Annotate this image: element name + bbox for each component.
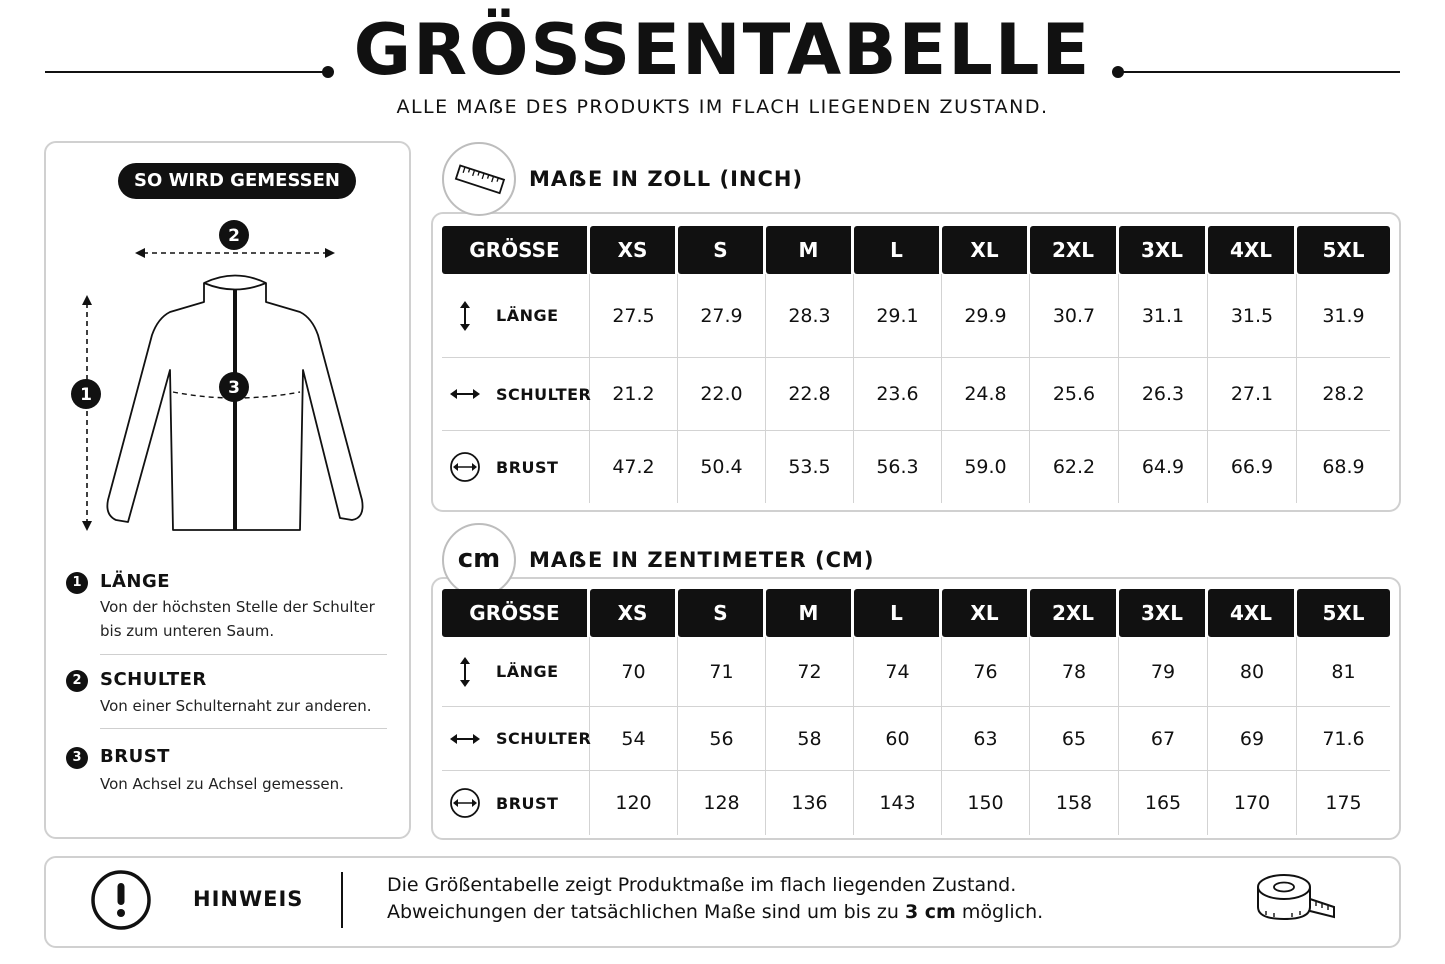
marker-1-label: 1 bbox=[80, 385, 92, 405]
table-cell: 27.9 bbox=[678, 274, 766, 358]
guide-desc-length: Von der höchsten Stelle der Schulter bis zum unteren Saum. bbox=[100, 598, 375, 640]
table-cell: 53.5 bbox=[766, 431, 854, 503]
inch-size-table bbox=[442, 226, 1390, 503]
inch-icon-circle bbox=[442, 142, 516, 216]
inch-header-row bbox=[442, 226, 1390, 274]
table-cell: 24.8 bbox=[942, 358, 1030, 431]
title-rule-left-dot bbox=[322, 66, 334, 78]
table-cell: 63 bbox=[942, 707, 1030, 771]
header-cell: M bbox=[766, 226, 854, 274]
measuring-tape-icon bbox=[1254, 869, 1338, 929]
table-cell: 22.8 bbox=[766, 358, 854, 431]
header-cell: XS bbox=[590, 589, 678, 637]
row-label: SCHULTER bbox=[496, 384, 592, 404]
header-cell: S bbox=[678, 589, 766, 637]
table-cell: 30.7 bbox=[1030, 274, 1119, 358]
table-cell: 28.3 bbox=[766, 274, 854, 358]
table-cell: 67 bbox=[1119, 707, 1208, 771]
table-row bbox=[442, 431, 1390, 503]
header-cell: L bbox=[854, 589, 942, 637]
guide-pill: SO WIRD GEMESSEN bbox=[118, 163, 356, 199]
header-cell: GRÖSSE bbox=[442, 226, 590, 274]
length-arrow-icon bbox=[82, 295, 92, 531]
hinweis-divider bbox=[341, 872, 343, 928]
row-label-cell bbox=[442, 358, 590, 431]
table-cell: 71.6 bbox=[1297, 707, 1390, 771]
table-cell: 120 bbox=[590, 771, 678, 835]
horizontal-arrow-icon bbox=[448, 722, 482, 756]
table-row bbox=[442, 637, 1390, 707]
page-title: GRÖSSENTABELLE bbox=[353, 9, 1092, 91]
table-cell: 165 bbox=[1119, 771, 1208, 835]
header-cell: 2XL bbox=[1030, 589, 1119, 637]
table-cell: 80 bbox=[1208, 637, 1297, 707]
table-cell: 56 bbox=[678, 707, 766, 771]
table-cell: 68.9 bbox=[1322, 456, 1365, 478]
page-subtitle: ALLE MAẞE DES PRODUKTS IM FLACH LIEGENDEN ZUSTAND. bbox=[396, 96, 1049, 118]
hinweis-text bbox=[387, 872, 1207, 926]
row-label: LÄNGE bbox=[496, 306, 559, 325]
jacket-diagram bbox=[60, 215, 390, 555]
table-cell: 76 bbox=[942, 637, 1030, 707]
table-cell: 128 bbox=[678, 771, 766, 835]
table-cell: 65 bbox=[1030, 707, 1119, 771]
header-cell: 5XL bbox=[1297, 226, 1390, 274]
ruler-icon bbox=[444, 144, 514, 214]
guide-num-3: 3 bbox=[66, 747, 88, 769]
guide-num-2: 2 bbox=[66, 670, 88, 692]
inch-heading: MAẞE IN ZOLL (INCH) bbox=[529, 167, 804, 191]
table-cell: 59.0 bbox=[942, 431, 1030, 503]
table-cell: 74 bbox=[854, 637, 942, 707]
guide-title-chest: BRUST bbox=[100, 746, 170, 767]
table-cell: 72 bbox=[766, 637, 854, 707]
row-label-cell bbox=[442, 637, 590, 707]
hinweis-tolerance: 3 cm bbox=[904, 901, 956, 923]
cm-icon-text: cm bbox=[457, 544, 501, 574]
table-cell: 31.1 bbox=[1119, 274, 1208, 358]
guide-desc-chest: Von Achsel zu Achsel gemessen. bbox=[100, 775, 344, 793]
cm-heading: MAẞE IN ZENTIMETER (CM) bbox=[529, 548, 875, 572]
header-cell: XS bbox=[590, 226, 678, 274]
horizontal-arrow-icon bbox=[448, 377, 482, 411]
guide-divider-1 bbox=[100, 654, 387, 655]
table-cell: 23.6 bbox=[854, 358, 942, 431]
hinweis-line-2-end: möglich. bbox=[955, 901, 1044, 923]
table-cell: 56.3 bbox=[854, 431, 942, 503]
table-cell: 27.5 bbox=[590, 274, 678, 358]
row-label: BRUST bbox=[496, 793, 559, 813]
row-label-cell bbox=[442, 771, 590, 835]
table-row bbox=[442, 771, 1390, 835]
table-cell: 26.3 bbox=[1119, 358, 1208, 431]
marker-3-label: 3 bbox=[228, 378, 240, 398]
table-cell: 79 bbox=[1119, 637, 1208, 707]
hinweis-label: HINWEIS bbox=[193, 887, 304, 911]
table-cell: 64.9 bbox=[1119, 431, 1208, 503]
table-cell: 31.5 bbox=[1208, 274, 1297, 358]
table-cell: 136 bbox=[766, 771, 854, 835]
table-cell: 69 bbox=[1208, 707, 1297, 771]
row-label: BRUST bbox=[496, 457, 559, 477]
table-row bbox=[442, 358, 1390, 431]
marker-2 bbox=[219, 220, 249, 250]
guide-title-length: LÄNGE bbox=[100, 571, 171, 592]
table-cell: 62.2 bbox=[1030, 431, 1119, 503]
table-cell: 66.9 bbox=[1208, 431, 1297, 503]
header-cell: GRÖSSE bbox=[442, 589, 590, 637]
hinweis-line-1: Die Größentabelle zeigt Produktmaße im flach liegenden Zustand. bbox=[387, 874, 1017, 896]
table-cell: 28.2 bbox=[1297, 358, 1390, 431]
vertical-arrow-icon bbox=[448, 655, 482, 689]
vertical-arrow-icon bbox=[448, 299, 482, 333]
table-cell: 29.1 bbox=[854, 274, 942, 358]
header-cell: 4XL bbox=[1208, 589, 1297, 637]
cm-header-row bbox=[442, 589, 1390, 637]
table-cell: 31.9 bbox=[1297, 274, 1390, 358]
table-cell: 58 bbox=[766, 707, 854, 771]
header-cell: 5XL bbox=[1297, 589, 1390, 637]
table-cell: 25.6 bbox=[1030, 358, 1119, 431]
header-cell: 4XL bbox=[1208, 226, 1297, 274]
table-cell: 78 bbox=[1030, 637, 1119, 707]
chest-circle-icon bbox=[448, 786, 482, 820]
cm-size-table bbox=[442, 589, 1390, 835]
table-row bbox=[442, 707, 1390, 771]
title-rule-right-dot bbox=[1112, 66, 1124, 78]
table-cell: 60 bbox=[854, 707, 942, 771]
header-cell: XL bbox=[942, 226, 1030, 274]
table-cell: 22.0 bbox=[678, 358, 766, 431]
table-cell: 54 bbox=[590, 707, 678, 771]
marker-2-label: 2 bbox=[228, 226, 240, 246]
row-label-cell bbox=[442, 274, 590, 358]
row-label: SCHULTER bbox=[496, 729, 592, 748]
table-row bbox=[442, 274, 1390, 358]
table-cell: 21.2 bbox=[590, 358, 678, 431]
hinweis-line-2-start: Abweichungen der tatsächlichen Maße sind um bis zu bbox=[387, 901, 905, 923]
table-cell: 170 bbox=[1208, 771, 1297, 835]
header-cell: S bbox=[678, 226, 766, 274]
table-cell: 27.1 bbox=[1208, 358, 1297, 431]
guide-divider-2 bbox=[100, 728, 387, 729]
table-cell: 150 bbox=[942, 771, 1030, 835]
table-cell: 175 bbox=[1325, 792, 1362, 814]
exclamation-icon bbox=[90, 869, 152, 931]
cm-icon-circle bbox=[442, 523, 516, 597]
table-cell: 158 bbox=[1030, 771, 1119, 835]
table-cell: 29.9 bbox=[942, 274, 1030, 358]
guide-num-1: 1 bbox=[66, 572, 88, 594]
title-rule-right bbox=[1117, 71, 1400, 73]
header-cell: 2XL bbox=[1030, 226, 1119, 274]
marker-1 bbox=[71, 379, 101, 409]
table-cell: 71 bbox=[678, 637, 766, 707]
table-cell: 47.2 bbox=[590, 431, 678, 503]
table-cell: 50.4 bbox=[678, 431, 766, 503]
header-cell: M bbox=[766, 589, 854, 637]
table-cell: 81 bbox=[1297, 637, 1390, 707]
marker-3 bbox=[219, 372, 249, 402]
table-cell: 143 bbox=[854, 771, 942, 835]
chest-circle-icon bbox=[448, 450, 482, 484]
guide-desc-shoulder: Von einer Schulternaht zur anderen. bbox=[100, 697, 372, 715]
header-cell: XL bbox=[942, 589, 1030, 637]
guide-title-shoulder: SCHULTER bbox=[100, 669, 207, 690]
header-cell: 3XL bbox=[1119, 589, 1208, 637]
row-label: LÄNGE bbox=[496, 662, 559, 681]
row-label-cell bbox=[442, 707, 590, 771]
hinweis-line-2 bbox=[387, 899, 1207, 926]
title-rule-left bbox=[45, 71, 328, 73]
header-cell: L bbox=[854, 226, 942, 274]
header-cell: 3XL bbox=[1119, 226, 1208, 274]
row-label-cell bbox=[442, 431, 590, 503]
table-cell: 70 bbox=[590, 637, 678, 707]
